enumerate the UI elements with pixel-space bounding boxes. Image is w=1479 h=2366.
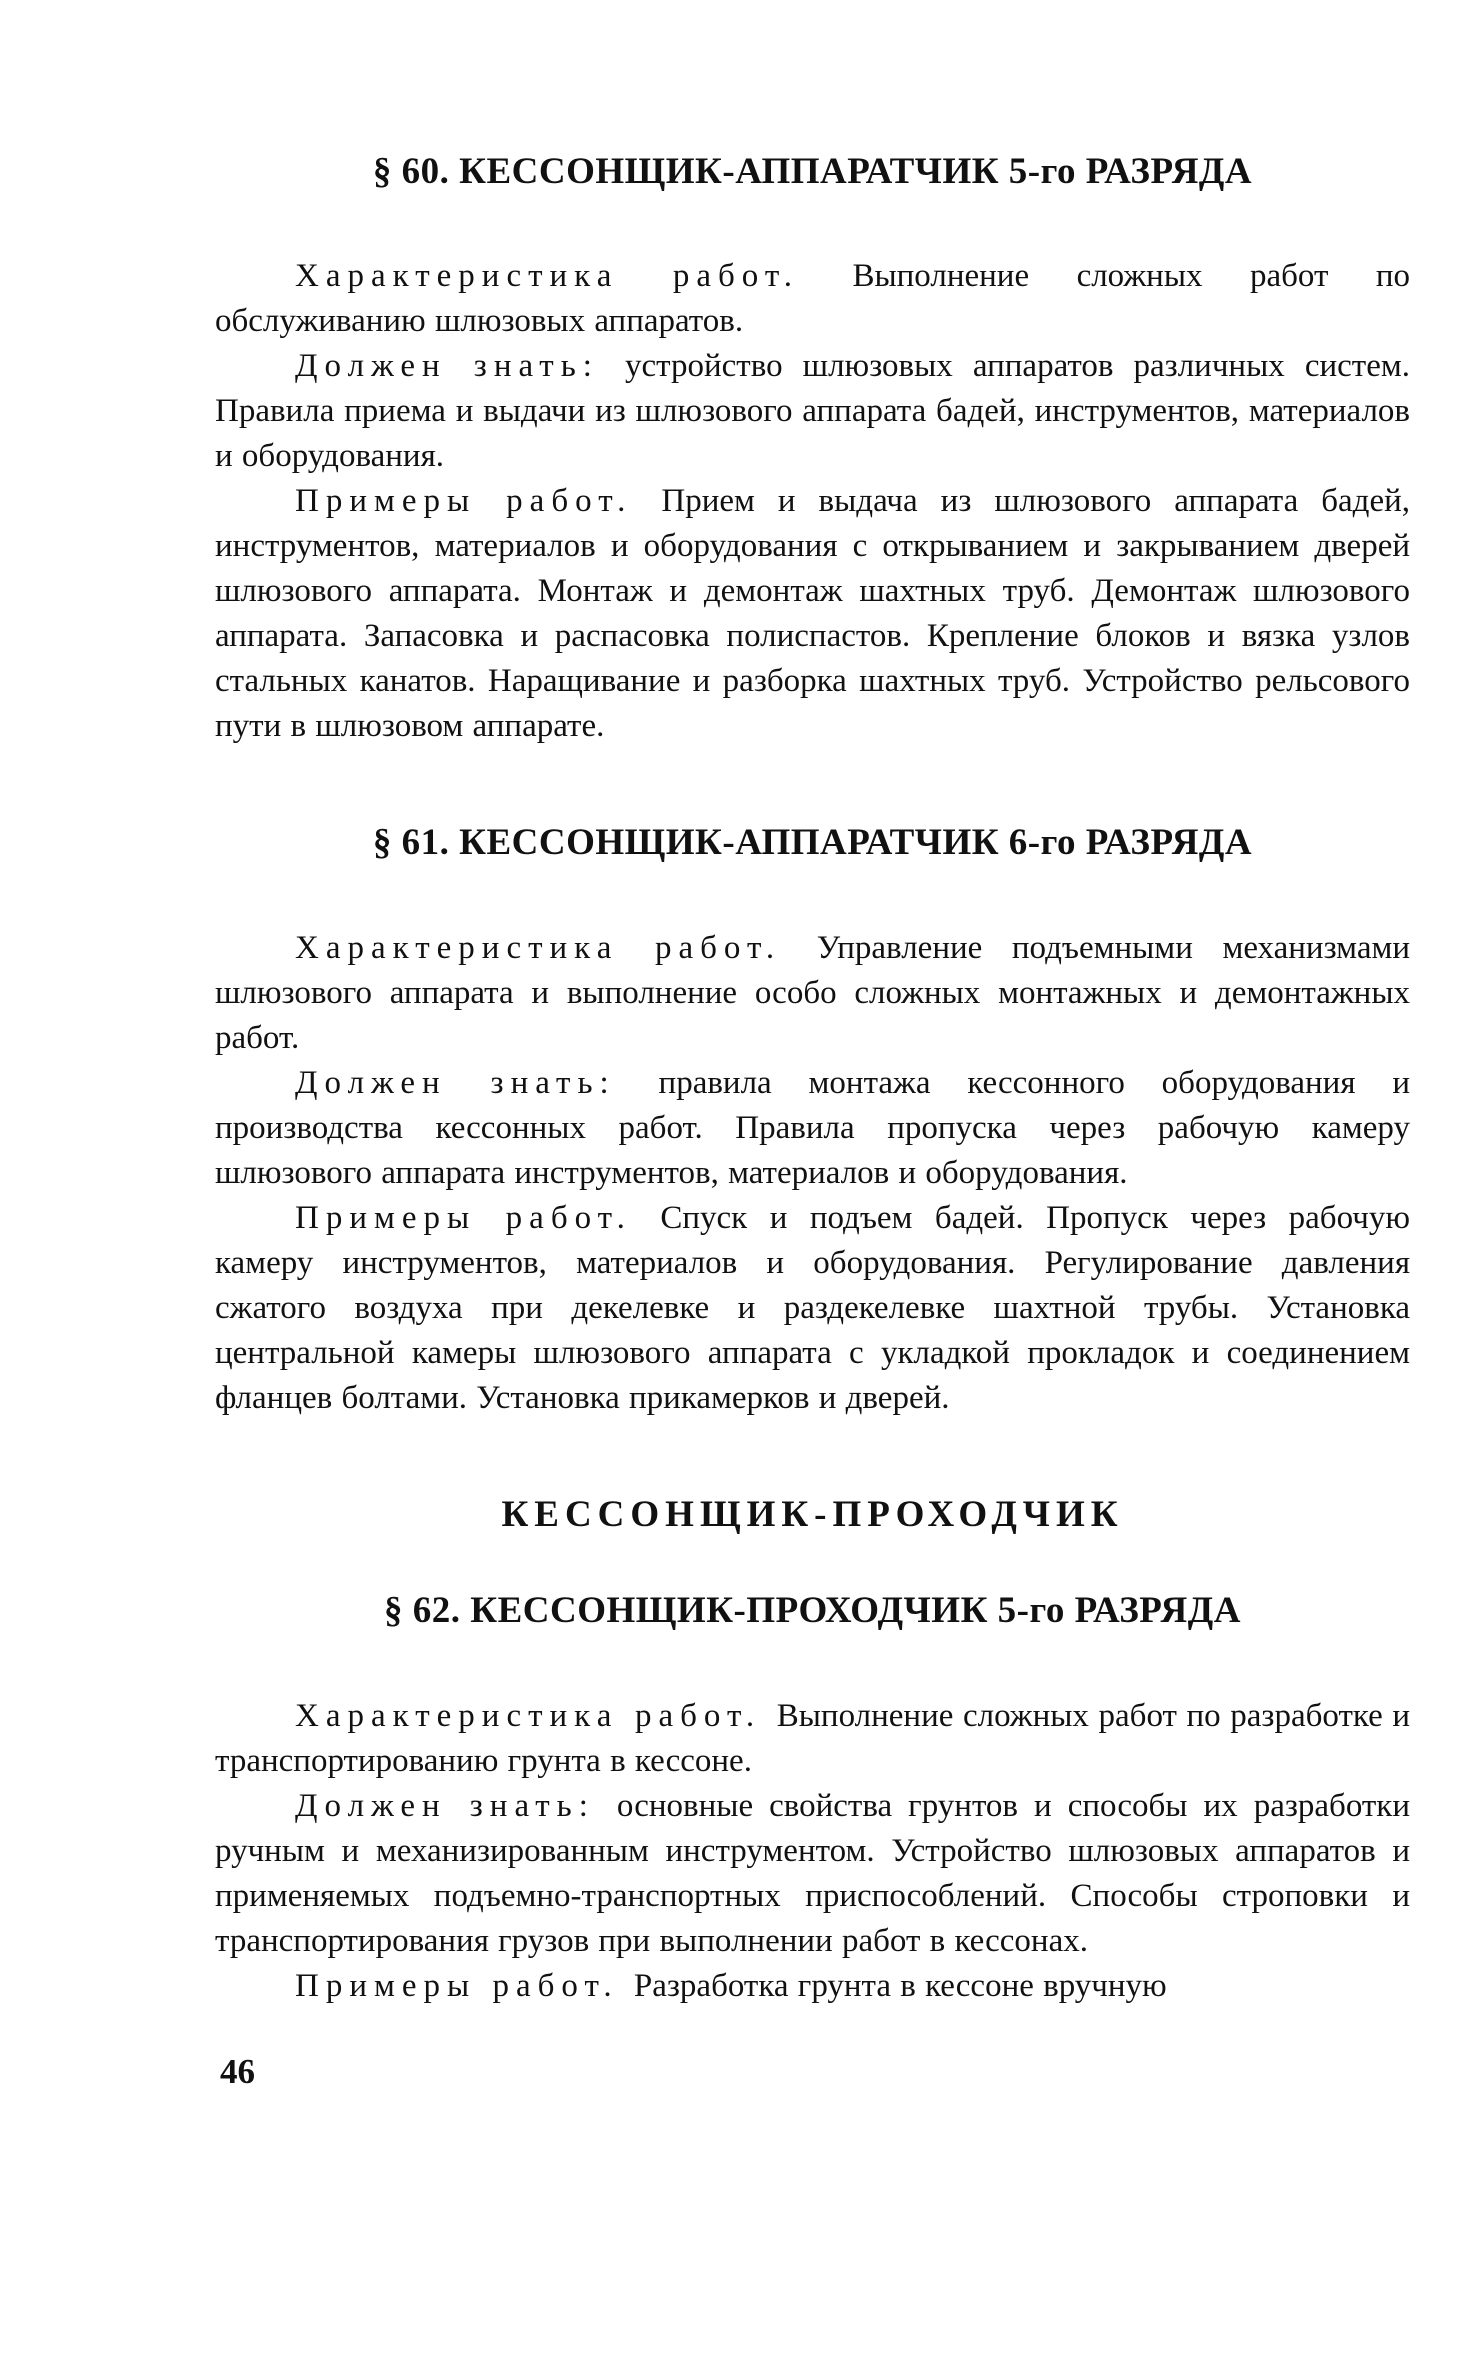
document-page <box>215 150 1410 2009</box>
examples-text: Прием и выдача из шлюзового аппарата бадей, инструментов, материалов и оборудования с открыванием и закрыванием дверей шлюзового аппарата. Монтаж и демонтаж шахтных труб. Демонтаж шлюзового аппарата. Запасовка и распасовка полиспастов. Крепление блоков и вязка узлов стальных канатов. Наращивание и разборка шахтных труб. Устройство рельсового пути в шлюзовом аппарате. <box>215 483 1411 745</box>
characteristic-paragraph <box>215 926 1410 1061</box>
examples-paragraph <box>215 1196 1410 1421</box>
examples-text: Разработка грунта в кессоне вручную <box>633 1967 1167 2004</box>
knowledge-lead: Должен знать: <box>295 1064 616 1101</box>
knowledge-text: основные свойства грунтов и способы их разработки ручным и механизированным инструментом. Устройство шлюзовых аппаратов и применяемых подъемно-транспортных приспособлений. Способы строповки и транспортирования грузов при выполнении работ в кессонах. <box>215 1787 1410 1959</box>
characteristic-lead: Характеристика работ. <box>295 1697 762 1734</box>
examples-lead: Примеры работ. <box>295 1199 632 1236</box>
knowledge-lead: Должен знать: <box>295 348 599 385</box>
section-heading: § 62. КЕССОНЩИК-ПРОХОДЧИК 5-го РАЗРЯДА <box>384 1590 1241 1632</box>
knowledge-paragraph <box>215 1784 1410 1964</box>
examples-text: Спуск и подъем бадей. Пропуск через рабочую камеру инструментов, материалов и оборудования. Регулирование давления сжатого воздуха при декелевке и раздекелевке шахтной трубы. Установка центральной камеры шлюзового аппарата с укладкой прокладок и соединением фланцев болтами. Установка прикамерков и дверей. <box>215 1199 1410 1416</box>
examples-paragraph <box>215 479 1410 749</box>
characteristic-lead: Характеристика работ. <box>295 929 782 966</box>
section-heading: § 60. КЕССОНЩИК-АППАРАТЧИК 5-го РАЗРЯДА <box>372 151 1253 192</box>
examples-lead: Примеры работ. <box>295 483 633 520</box>
characteristic-paragraph <box>215 1694 1410 1784</box>
page-number: 46 <box>220 2052 255 2091</box>
section-61 <box>215 821 1410 1420</box>
examples-lead: Примеры работ. <box>295 1967 619 2004</box>
knowledge-paragraph <box>215 344 1410 479</box>
knowledge-text: правила монтажа кессонного оборудования и производства кессонных работ. Правила пропуска через рабочую камеру шлюзового аппарата инструментов, материалов и оборудования. <box>215 1064 1411 1191</box>
characteristic-text: Выполнение сложных работ по обслуживанию шлюзовых аппаратов. <box>215 258 1410 340</box>
examples-paragraph <box>215 1964 1410 2009</box>
section-60 <box>215 150 1410 749</box>
section-heading: § 61. КЕССОНЩИК-АППАРАТЧИК 6-го РАЗРЯДА <box>372 822 1253 864</box>
knowledge-text: устройство шлюзовых аппаратов различных систем. Правила приема и выдачи из шлюзового аппарата бадей, инструментов, материалов и оборудования. <box>215 348 1411 475</box>
knowledge-lead: Должен знать: <box>295 1787 595 1824</box>
characteristic-text: Выполнение сложных работ по разработке и транспортированию грунта в кессоне. <box>215 1697 1410 1779</box>
characteristic-lead: Характеристика работ. <box>295 258 800 295</box>
knowledge-paragraph <box>215 1061 1410 1196</box>
section-62 <box>215 1493 1410 2009</box>
characteristic-paragraph <box>215 254 1410 344</box>
group-title: КЕССОНЩИК-ПРОХОДЧИК <box>501 1493 1124 1535</box>
characteristic-text: Управление подъемными механизмами шлюзового аппарата и выполнение особо сложных монтажных и демонтажных работ. <box>215 929 1411 1056</box>
